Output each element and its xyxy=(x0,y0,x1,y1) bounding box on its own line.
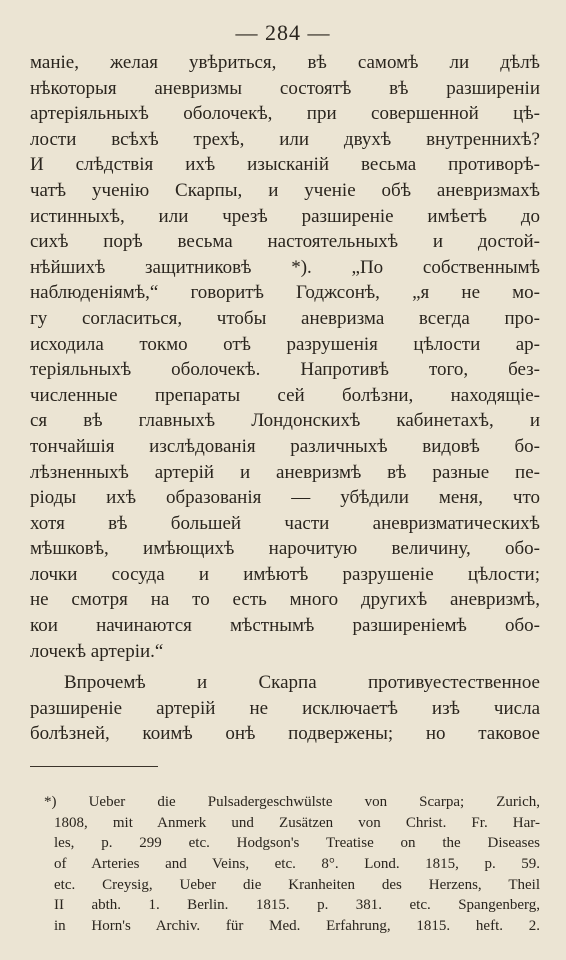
footnotes xyxy=(30,792,540,937)
footnote-line: les, p. 299 etc. Hodgson's Treatise on the Diseases xyxy=(54,835,540,852)
text-line: разширеніе артерій не исключаетѣ изѣ числа xyxy=(30,697,540,719)
text-line: лѣзненныхѣ артерій и аневризмѣ вѣ разные пе- xyxy=(30,461,540,483)
text-line: численные препараты сей болѣзни, находящіе- xyxy=(30,384,540,406)
text-line: лости всѣхѣ трехѣ, или двухѣ внутреннихѣ? xyxy=(30,128,540,150)
text-line: И слѣдствія ихѣ изысканій весьма противорѣ- xyxy=(30,154,540,176)
text-line: артеріяльныхѣ оболочекѣ, при совершенной цѣ- xyxy=(30,103,540,125)
text-line: мѣшковѣ, имѣющихѣ нарочитую величину, обо- xyxy=(30,538,540,560)
footnote-line: *) Ueber die Pulsadergeschwülste von Scarpa; Zurich, xyxy=(44,794,540,810)
text-line: исходила токмо отѣ разрушенія цѣлости ар- xyxy=(30,333,540,355)
footnote-line: etc. Creysig, Ueber die Kranheiten des Herzens, Theil xyxy=(54,876,540,893)
text-line: ся вѣ главныхѣ Лондонскихѣ кабинетахѣ, и xyxy=(30,410,540,432)
text-line: нѣйшихѣ защитниковѣ *). „По собственнымѣ xyxy=(30,256,540,278)
text-line: лочки сосуда и имѣютѣ разрушеніе цѣлости; xyxy=(30,563,540,585)
text-line: тончайшія изслѣдованія различныхѣ видовѣ бо- xyxy=(30,435,540,457)
footnote-line: of Arteries and Veins, etc. 8°. Lond. 1815, p. 59. xyxy=(54,856,540,873)
text-line: чатѣ ученію Скарпы, и ученіе обѣ аневризмахѣ xyxy=(30,179,540,201)
text-line: теріяльныхѣ оболочекѣ. Напротивѣ того, без- xyxy=(30,359,540,381)
main-text xyxy=(30,50,540,747)
footnote-line: II abth. 1. Berlin. 1815. p. 381. etc. Spangenberg, xyxy=(54,897,540,914)
text-line: хотя вѣ большей части аневризматическихѣ xyxy=(30,512,540,534)
page-number: — 284 — xyxy=(235,20,331,45)
text-line: ріоды ихѣ образованія — убѣдили меня, что xyxy=(30,487,540,509)
text-line: нѣкоторыя аневризмы состоятѣ вѣ разширеніи xyxy=(30,77,540,99)
paragraph-first-line: Впрочемѣ и Скарпа противуестественное xyxy=(64,672,540,694)
text-line: гу согласиться, чтобы аневризма всегда про- xyxy=(30,307,540,329)
text-line: истинныхѣ, или чрезѣ разширеніе имѣетѣ до xyxy=(30,205,540,227)
text-line: сихѣ порѣ весьма настоятельныхѣ и достой- xyxy=(30,231,540,253)
footnote-divider xyxy=(30,766,158,767)
footnote-line: in Horn's Archiv. für Med. Erfahrung, 1815. heft. 2. xyxy=(54,918,540,935)
text-line: не смотря на то есть много другихѣ аневризмѣ, xyxy=(30,589,540,611)
text-line: болѣзней, коимѣ онѣ подвержены; но таковое xyxy=(30,723,540,745)
text-line: наблюденіямѣ,“ говоритѣ Годжсонѣ, „я не мо- xyxy=(30,282,540,304)
text-line: лочекѣ артеріи.“ xyxy=(30,640,164,662)
text-line: кои начинаются мѣстнымѣ разширеніемѣ обо- xyxy=(30,615,540,637)
text-line: маніе, желая увѣриться, вѣ самомѣ ли дѣлѣ xyxy=(30,52,540,73)
footnote-line: 1808, mit Anmerk und Zusätzen von Christ. Fr. Har- xyxy=(54,814,540,831)
